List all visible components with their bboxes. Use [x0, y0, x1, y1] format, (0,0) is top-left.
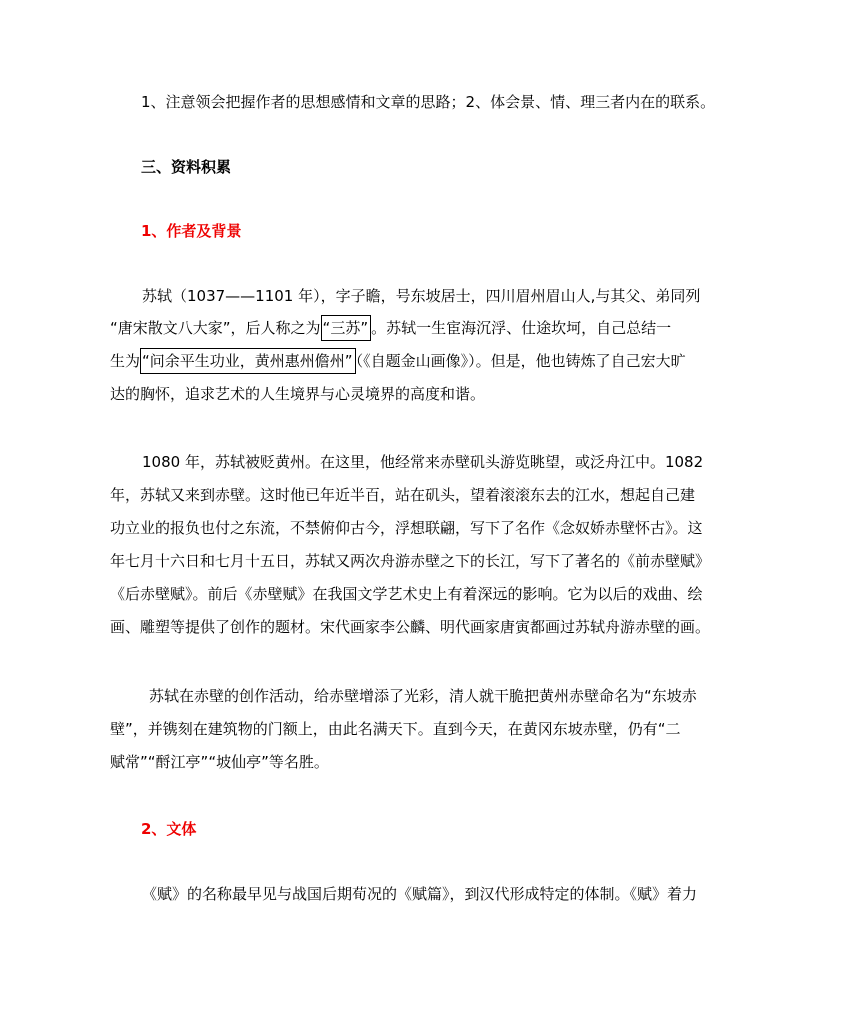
- background-paragraph-line-5: 《后赤壁赋》。前后《赤壁赋》在我国文学艺术史上有着深远的影响。它为以后的戏曲、绘: [110, 585, 703, 603]
- self-summary-boxed-quote: “问余平生功业，黄州惠州儋州”: [140, 348, 356, 374]
- objectives-text: 1、注意领会把握作者的思想感情和文章的思路；2、体会景、情、理三者内在的联系。: [141, 93, 716, 111]
- background-paragraph-line-4: 年七月十六日和七月十五日，苏轼又两次舟游赤壁之下的长江，写下了著名的《前赤壁赋》: [110, 552, 711, 570]
- background-paragraph-line-2: 年，苏轼又来到赤壁。这时他已年近半百，站在矶头，望着滚滚东去的江水，想起自己建: [110, 486, 696, 504]
- chibi-paragraph-line-1: 苏轼在赤壁的创作活动，给赤壁增添了光彩，清人就干脆把黄州赤壁命名为“东坡赤: [149, 687, 697, 705]
- author-paragraph-line-4: 达的胸怀，追求艺术的人生境界与心灵境界的高度和谐。: [110, 385, 486, 403]
- background-paragraph-line-1: 1080 年，苏轼被贬黄州。在这里，他经常来赤壁矶头游览眺望，或泛舟江中。1082: [142, 453, 704, 471]
- author-paragraph-line-3: [110, 350, 760, 372]
- author-paragraph-line-2: [110, 317, 760, 339]
- author-text: “唐宋散文八大家”，后人称之为: [110, 319, 321, 337]
- author-paragraph-line-1: 苏轼（1037——1101 年），字子瞻，号东坡居士，四川眉州眉山人,与其父、弟同列: [142, 287, 701, 305]
- genre-paragraph-line-1: 《赋》的名称最早见与战国后期荀况的《赋篇》，到汉代形成特定的体制。《赋》着力: [142, 885, 698, 903]
- chibi-paragraph-line-3: 赋常”“酹江亭”“坡仙亭”等名胜。: [110, 753, 329, 771]
- three-su-boxed-term: “三苏”: [321, 315, 372, 341]
- subsection-heading-genre: 2、文体: [141, 820, 197, 838]
- chibi-paragraph-line-2: 壁”，并镌刻在建筑物的门额上，由此名满天下。直到今天，在黄冈东坡赤壁，仍有“二: [110, 720, 681, 738]
- background-paragraph-line-3: 功立业的报负也付之东流，不禁俯仰古今，浮想联翩，写下了名作《念奴娇赤壁怀古》。这: [110, 519, 703, 537]
- author-text: 。苏轼一生宦海沉浮、仕途坎坷，自己总结一: [371, 319, 672, 337]
- subsection-heading-author: 1、作者及背景: [141, 222, 242, 240]
- author-text: （《自题金山画像》）。但是，他也铸炼了自己宏大旷: [355, 352, 686, 370]
- section-heading-materials: 三、资料积累: [141, 158, 232, 176]
- author-text: 生为: [110, 352, 141, 370]
- background-paragraph-line-6: 画、雕塑等提供了创作的题材。宋代画家李公麟、明代画家唐寅都画过苏轼舟游赤壁的画。: [110, 618, 711, 636]
